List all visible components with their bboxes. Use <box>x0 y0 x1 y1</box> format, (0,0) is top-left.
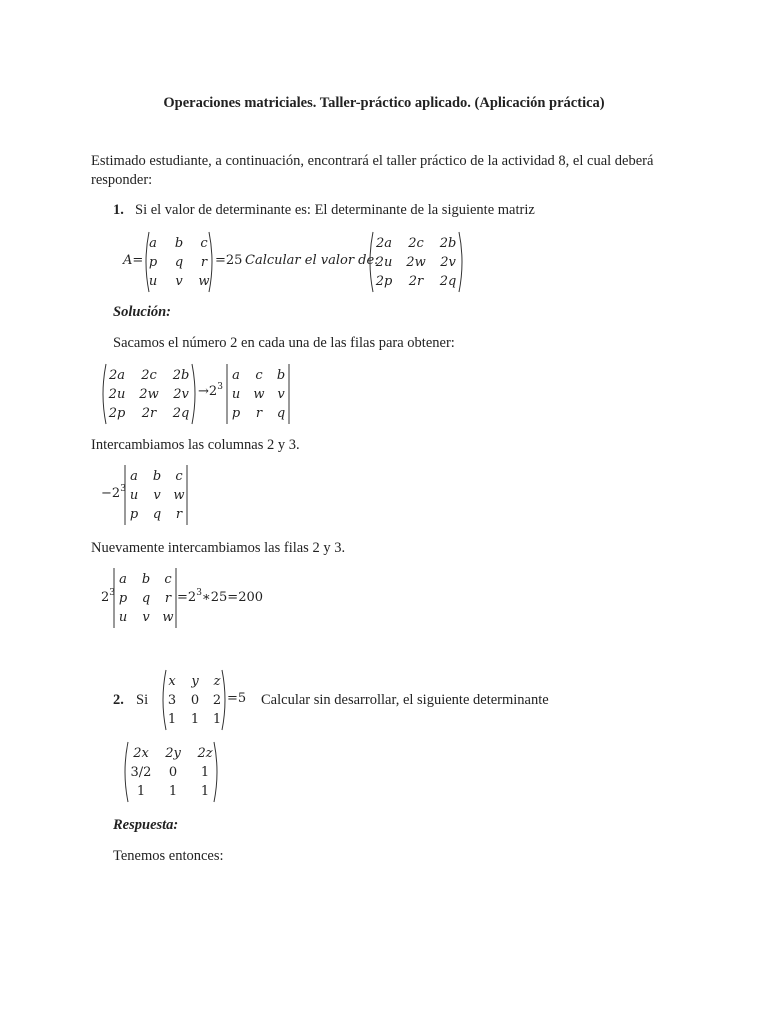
question-2-number: 2. <box>113 692 124 708</box>
matrix-cell: c <box>164 572 172 587</box>
matrix-cell: c <box>255 368 263 383</box>
solution-determinant-3 <box>113 568 177 628</box>
matrix-cell: 2c <box>408 236 424 251</box>
matrix-cell: u <box>118 610 128 625</box>
right-parenthesis <box>214 742 217 802</box>
matrix-cell: 1 <box>136 784 146 799</box>
matrix-cell: 2r <box>408 274 424 289</box>
matrix-cell: a <box>119 572 127 587</box>
matrix-cell: q <box>174 255 184 270</box>
result-equals: = <box>177 590 188 605</box>
calculate-instruction: Calcular el valor de: <box>245 253 379 268</box>
matrix-cell: p <box>148 255 158 270</box>
matrix-cell: u <box>231 387 241 402</box>
final-result <box>177 590 263 605</box>
matrix-cell: a <box>130 469 138 484</box>
matrix-cell: u <box>129 488 139 503</box>
factor-exponent: 3 <box>120 484 126 494</box>
left-parenthesis <box>125 742 128 802</box>
question-1-text: Si el valor de determinante es: El determinante de la siguiente matriz <box>135 202 535 218</box>
matrix-cell: z <box>213 674 221 689</box>
matrix-cell: 3 <box>167 693 177 708</box>
solution-determinant-1 <box>226 364 290 424</box>
matrix-cell: 1 <box>190 712 200 727</box>
matrix-cell: 2x <box>133 746 149 761</box>
matrix-cell: 2q <box>172 406 190 421</box>
right-parenthesis <box>192 364 195 424</box>
left-parenthesis <box>103 364 106 424</box>
matrix-cell: 2r <box>141 406 157 421</box>
matrix-cell: 2p <box>108 406 126 421</box>
matrix-cell: q <box>152 507 162 522</box>
solution-matrix-1 <box>101 364 197 424</box>
matrix-cell: p <box>118 591 128 606</box>
arrow-icon: → <box>198 384 209 399</box>
minus-sign: − <box>101 486 112 501</box>
matrix-cell: c <box>200 236 208 251</box>
intro-line-2: responder: <box>91 172 153 188</box>
factor-exponent: 3 <box>109 588 116 598</box>
matrix-cell: 2w <box>406 255 426 270</box>
matrix-cell: 2q <box>439 274 457 289</box>
matrix-cell: 2 <box>212 693 222 708</box>
matrix-cell: b <box>174 236 184 251</box>
left-parenthesis <box>370 232 373 292</box>
question-2-si: Si <box>136 692 149 708</box>
matrix-cell: u <box>148 274 158 289</box>
matrix-cell: 2v <box>440 255 456 270</box>
matrix-cell: 2a <box>108 368 126 383</box>
matrix-cell: 0 <box>190 693 200 708</box>
matrix-cell: 2a <box>375 236 393 251</box>
matrix-cell: 1 <box>168 784 178 799</box>
matrix-cell: 3/2 <box>130 765 152 780</box>
matrix-cell: q <box>141 591 151 606</box>
matrix-a-label: A= <box>123 253 144 268</box>
matrix-cell: 2z <box>197 746 213 761</box>
answer-label: Respuesta: <box>113 817 179 833</box>
factor-exponent: 3 <box>196 588 202 598</box>
matrix-cell: 2p <box>375 274 393 289</box>
matrix-cell: 1 <box>167 712 177 727</box>
solution-step-2: Intercambiamos las columnas 2 y 3. <box>91 437 300 453</box>
matrix-cell: 1 <box>212 712 222 727</box>
factor-base: 2 <box>187 590 197 605</box>
matrix-cell: 2v <box>173 387 189 402</box>
matrix-a <box>144 232 214 292</box>
solution-label: Solución: <box>113 304 172 320</box>
matrix-cell: 2w <box>139 387 159 402</box>
left-parenthesis <box>163 670 166 730</box>
matrix-cell: w <box>162 610 174 625</box>
matrix-cell: b <box>152 469 162 484</box>
matrix-cell: r <box>255 406 263 421</box>
matrix-cell: 2y <box>165 746 181 761</box>
matrix-cell: v <box>175 274 183 289</box>
question-2-value: =5 <box>227 691 247 706</box>
document-title: Operaciones matriciales. Taller-práctico aplicado. (Aplicación práctica) <box>163 95 605 111</box>
matrix-cell: 2b <box>172 368 190 383</box>
intro-line-1: Estimado estudiante, a continuación, encontrará el taller práctico de la actividad 8, el cual deberá <box>91 153 654 169</box>
matrix-cell: v <box>142 610 150 625</box>
factor-base: 2 <box>208 384 218 399</box>
solution-step-3: Nuevamente intercambiamos las filas 2 y 3. <box>91 540 346 556</box>
matrix-cell: b <box>141 572 151 587</box>
question-2-matrix <box>161 670 227 730</box>
matrix-cell: w <box>253 387 265 402</box>
matrix-cell: w <box>173 488 185 503</box>
determinant-value: =25 <box>215 253 243 268</box>
matrix-cell: v <box>277 387 285 402</box>
matrix-cell: y <box>191 674 199 689</box>
factor-base: 2 <box>101 590 110 605</box>
question-1-number: 1. <box>113 202 124 218</box>
matrix-cell: 2u <box>108 387 126 402</box>
answer-text: Tenemos entonces: <box>113 848 224 864</box>
matrix-cell: w <box>198 274 210 289</box>
matrix-cell: 0 <box>168 765 178 780</box>
matrix-scaled <box>368 232 464 292</box>
matrix-cell: c <box>175 469 183 484</box>
matrix-cell: 1 <box>200 765 210 780</box>
factor-expression-2 <box>101 486 126 501</box>
matrix-cell: b <box>276 368 286 383</box>
matrix-cell: r <box>200 255 208 270</box>
matrix-cell: 2c <box>141 368 157 383</box>
matrix-cell: q <box>276 406 286 421</box>
question-2-text: Calcular sin desarrollar, el siguiente determinante <box>261 692 549 708</box>
matrix-cell: p <box>129 507 139 522</box>
matrix-cell: 1 <box>200 784 210 799</box>
matrix-cell: r <box>175 507 183 522</box>
matrix-cell: x <box>168 674 176 689</box>
matrix-cell: 2b <box>439 236 457 251</box>
solution-step-1: Sacamos el número 2 en cada una de las filas para obtener: <box>113 335 455 351</box>
right-parenthesis <box>222 670 225 730</box>
factor-base: 2 <box>111 486 121 501</box>
matrix-cell: r <box>164 591 172 606</box>
matrix-cell: 2u <box>375 255 393 270</box>
result-value: ∗25=200 <box>201 590 264 605</box>
right-parenthesis <box>459 232 462 292</box>
factor-exponent: 3 <box>217 382 223 392</box>
solution-determinant-2 <box>124 465 188 525</box>
matrix-cell: a <box>149 236 157 251</box>
matrix-cell: p <box>231 406 241 421</box>
matrix-cell: a <box>232 368 240 383</box>
matrix-cell: v <box>153 488 161 503</box>
factor-expression-1 <box>198 384 223 399</box>
question-2-target-matrix <box>123 742 219 802</box>
